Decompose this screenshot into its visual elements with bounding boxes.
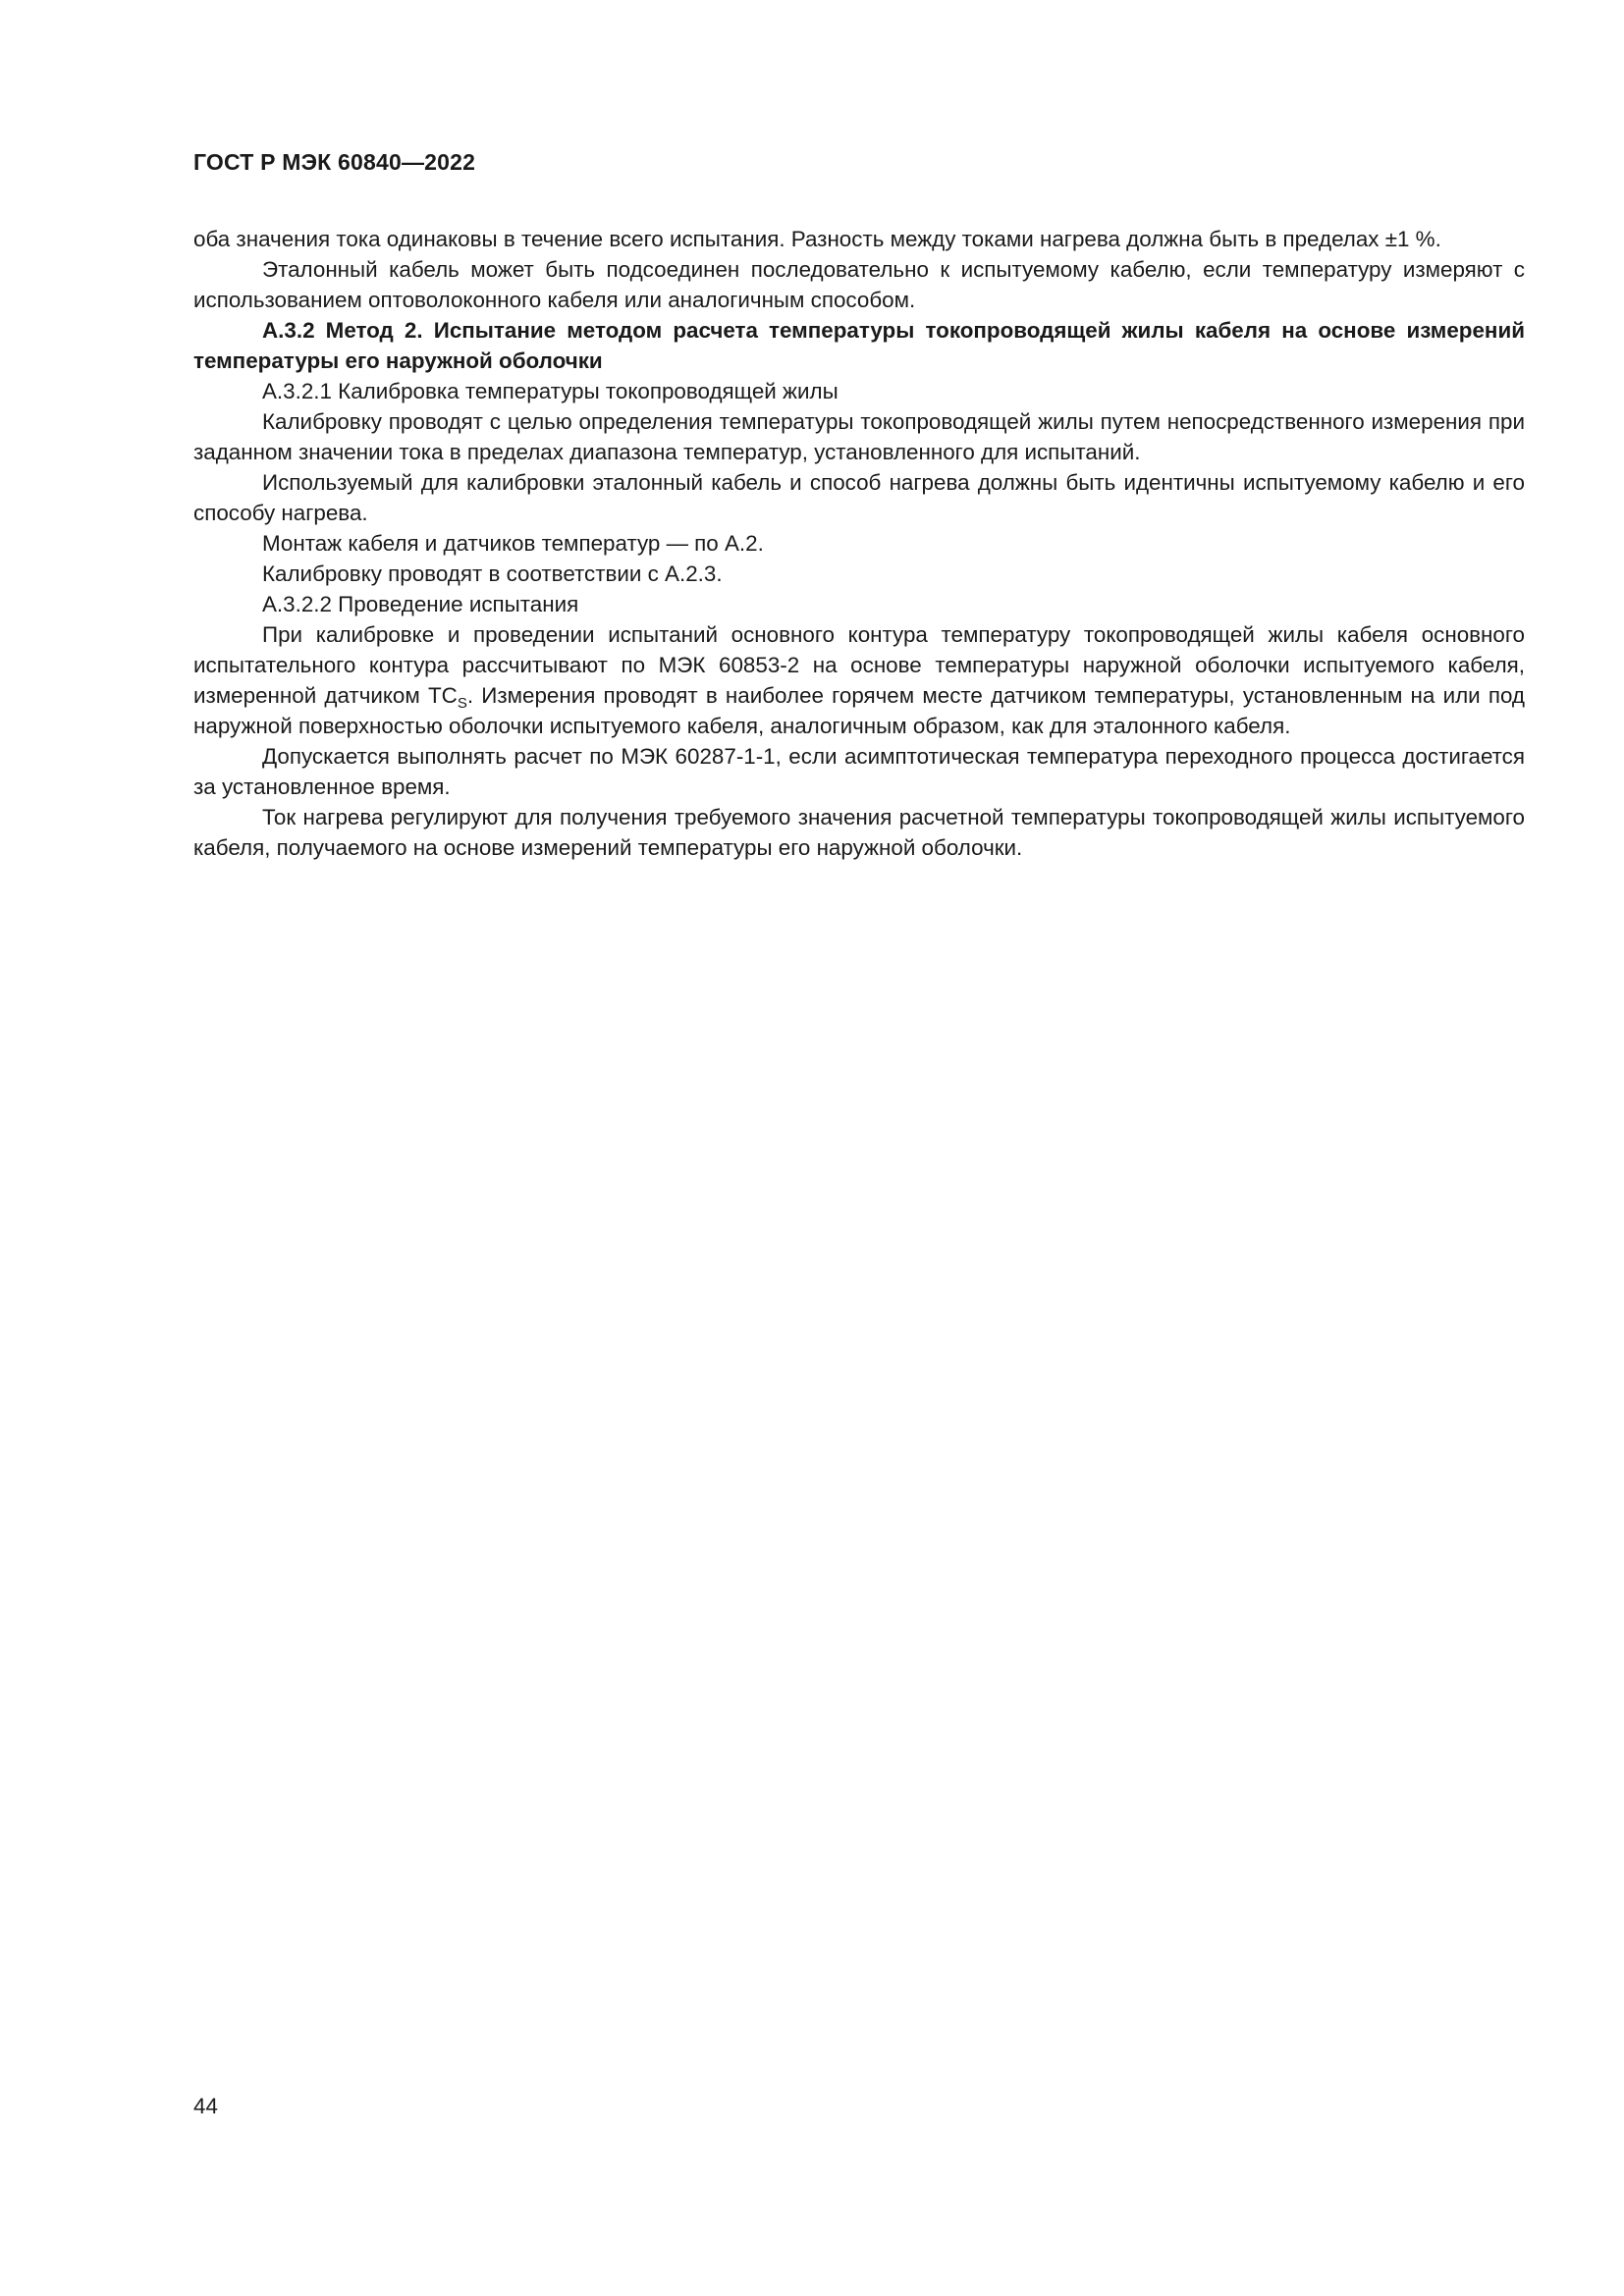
paragraph-calibration-cable: Используемый для калибровки эталонный кабель и способ нагрева должны быть идентичны испытуемому кабелю и его способу нагрева. (193, 470, 1525, 525)
subsection-heading-a321: А.3.2.1 Калибровка температуры токопроводящей жилы (262, 379, 839, 403)
paragraph-continuation: оба значения тока одинаковы в течение всего испытания. Разность между токами нагрева должна быть в пределах ±1 %. (193, 227, 1441, 251)
paragraph-calibration-reference: Калибровку проводят в соответствии с А.2.3. (262, 561, 723, 586)
paragraph-mounting: Монтаж кабеля и датчиков температур — по А.2. (262, 531, 764, 556)
section-heading-a32: А.3.2 Метод 2. Испытание методом расчета температуры токопроводящей жилы кабеля на основе измерений температуры его наружной оболочки (193, 318, 1525, 373)
paragraph-heating-current: Ток нагрева регулируют для получения требуемого значения расчетной температуры токопроводящей жилы испытуемого кабеля, получаемого на основе измерений температуры его наружной оболочки. (193, 805, 1525, 860)
paragraph-test-procedure-part2: . Измерения проводят в наиболее горячем месте датчиком температуры, установленным на или под наружной поверхностью оболочки испытуемого кабеля, аналогичным образом, как для эталонного кабеля. (193, 683, 1525, 738)
paragraph-calibration-purpose: Калибровку проводят с целью определения температуры токопроводящей жилы путем непосредственного измерения при заданном значении тока в пределах диапазона температур, установленного для испытаний. (193, 409, 1525, 464)
paragraph-test-procedure-part1: При калибровке и проведении испытаний основного контура температуру токопроводящей жилы кабеля основного испытательного контура рассчитывают по МЭК 60853-2 на основе температуры наружной оболочки испытуемого кабеля, измеренной датчиком TC (193, 622, 1525, 708)
sensor-subscript: S (457, 695, 467, 712)
paragraph-calculation-alternative: Допускается выполнять расчет по МЭК 60287-1-1, если асимптотическая температура переходного процесса достигается за установленное время. (193, 744, 1525, 799)
paragraph-test-procedure (193, 619, 1525, 741)
subsection-heading-a322: А.3.2.2 Проведение испытания (262, 592, 579, 616)
paragraph-reference-cable: Эталонный кабель может быть подсоединен последовательно к испытуемому кабелю, если температуру измеряют с использованием оптоволоконного кабеля или аналогичным способом. (193, 257, 1525, 312)
page-number: 44 (193, 2094, 218, 2118)
document-body (193, 224, 1525, 863)
document-header: ГОСТ Р МЭК 60840—2022 (193, 149, 476, 175)
